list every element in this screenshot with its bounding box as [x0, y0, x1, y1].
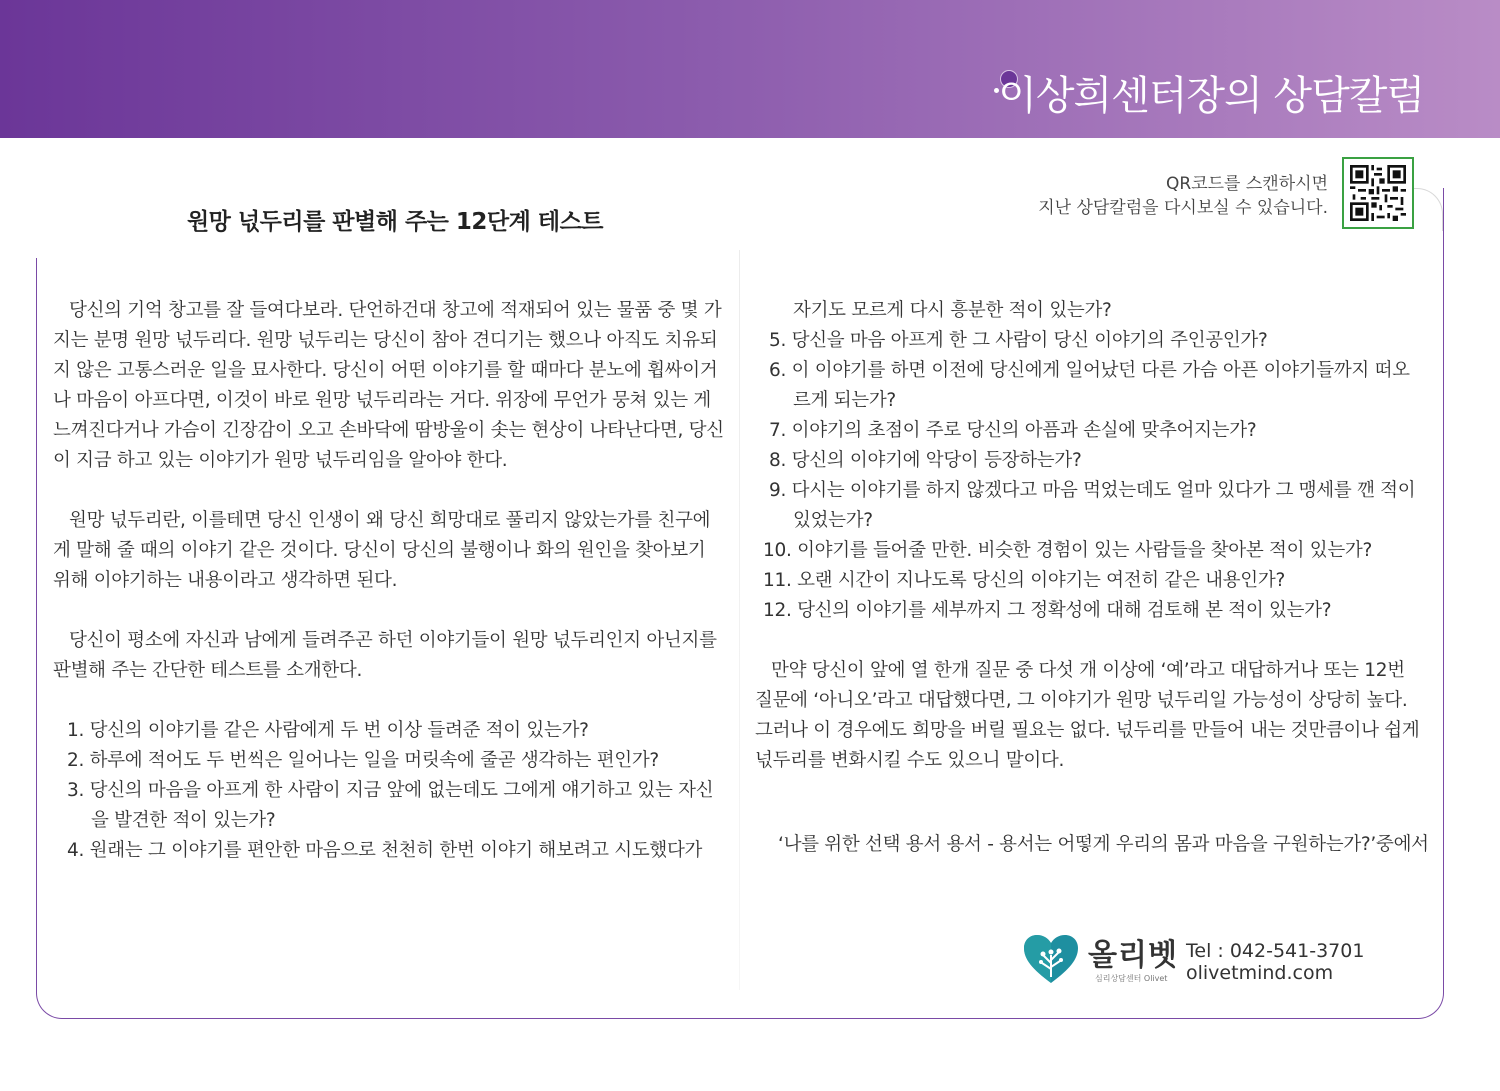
test-question: 9. 다시는 이야기를 하지 않겠다고 마음 먹었는데도 얼마 있다가 그 맹세를 깬 적이 있었는가? [769, 480, 1416, 531]
header-banner [0, 0, 1500, 138]
column-divider [739, 250, 740, 990]
test-question: 11. 오랜 시간이 지나도록 당신의 이야기는 여전히 같은 내용인가? [763, 570, 1285, 591]
test-question: 3. 당신의 마음을 아프게 한 사람이 지금 앞에 없는데도 그에게 얘기하고 있는 자신을 발견한 적이 있는가? [67, 780, 714, 831]
column-series-title: 이상희센터장의 상담칼럼 [998, 73, 1424, 119]
paragraph: 당신의 기억 창고를 잘 들여다보라. 단언하건대 창고에 적재되어 있는 물품 중 몇 가지는 분명 원망 넋두리다. 원망 넋두리는 당신이 참아 견디기는 했으나 아직도 치유되지 않은 고통스러운 일을 묘사한다. 당신이 어떤 이야기를 할 때마다 분노에 휩싸이거나 마음이 아프다면, 이것이 바로 원망 넋두리라는 거다. 위장에 무언가 뭉쳐 있는 게 느껴진다거나 가슴이 긴장감이 오고 손바닥에 땀방울이 솟는 현상이 나타난다면, 당신이 지금 하고 있는 이야기가 원망 넋두리임을 알아야 한다. [53, 300, 724, 471]
test-question: 12. 당신의 이야기를 세부까지 그 정확성에 대해 검토해 본 적이 있는가? [763, 600, 1332, 621]
test-question: 6. 이 이야기를 하면 이전에 당신에게 일어났던 다른 가슴 아픈 이야기들까지 떠오르게 되는가? [769, 360, 1410, 411]
test-question: 4. 원래는 그 이야기를 편안한 마음으로 천천히 한번 이야기 해보려고 시도했다가 [67, 840, 703, 861]
test-question: 1. 당신의 이야기를 같은 사람에게 두 번 이상 들려준 적이 있는가? [67, 720, 589, 741]
qr-caption-line1: QR코드를 스캔하시면 [1166, 174, 1328, 194]
left-column [53, 296, 725, 866]
test-question: 7. 이야기의 초점이 주로 당신의 아픔과 손실에 맞추어지는가? [769, 420, 1257, 441]
question-continuation: 자기도 모르게 다시 흥분한 적이 있는가? [793, 300, 1112, 321]
logo-subtitle: 심리상담센터 Olivet [1095, 974, 1168, 983]
test-question: 10. 이야기를 들어줄 만한. 비슷한 경험이 있는 사람들을 찾아본 적이 있는가? [763, 540, 1372, 561]
test-question: 8. 당신의 이야기에 악당이 등장하는가? [769, 450, 1082, 471]
paragraph: 원망 넋두리란, 이를테면 당신 인생이 왜 당신 희망대로 풀리지 않았는가를 친구에게 말해 줄 때의 이야기 같은 것이다. 당신이 당신의 불행이나 화의 원인을 찾아보기 위해 이야기하는 내용이라고 생각하면 된다. [53, 510, 711, 591]
heart-tree-logo-icon [1022, 933, 1080, 985]
qr-caption-line2: 지난 상담칼럼을 다시보실 수 있습니다. [1038, 198, 1328, 218]
qr-code-graphic [1350, 165, 1406, 221]
right-column [755, 296, 1425, 806]
source-citation: ‘나를 위한 선택 용서 용서 - 용서는 어떻게 우리의 몸과 마음을 구원하는가?’중에서 [778, 834, 1429, 855]
conclusion-paragraph: 만약 당신이 앞에 열 한개 질문 중 다섯 개 이상에 ‘예’라고 대답하거나 또는 12번 질문에 ‘아니오’라고 대답했다면, 그 이야기가 원망 넋두리일 가능성이 상당히 높다. 그러나 이 경우에도 희망을 버릴 필요는 없다. 넋두리를 만들어 내는 것만큼이나 쉽게 넋두리를 변화시킬 수도 있으니 말이다. [755, 660, 1420, 771]
paragraph: 당신이 평소에 자신과 남에게 들려주곤 하던 이야기들이 원망 넋두리인지 아닌지를 판별해 주는 간단한 테스트를 소개한다. [53, 630, 717, 681]
qr-code-icon[interactable] [1342, 157, 1414, 229]
contact-info [1186, 940, 1364, 984]
test-question: 2. 하루에 적어도 두 번씩은 일어나는 일을 머릿속에 줄곧 생각하는 편인가? [67, 750, 659, 771]
website-link[interactable]: olivetmind.com [1186, 962, 1334, 984]
qr-caption [1038, 172, 1328, 220]
test-question: 5. 당신을 마음 아프게 한 그 사람이 당신 이야기의 주인공인가? [769, 330, 1268, 351]
phone-number: Tel : 042-541-3701 [1186, 940, 1365, 962]
article-title: 원망 넋두리를 판별해 주는 12단계 테스트 [186, 209, 604, 235]
logo-name: 올리벳 [1088, 938, 1178, 973]
